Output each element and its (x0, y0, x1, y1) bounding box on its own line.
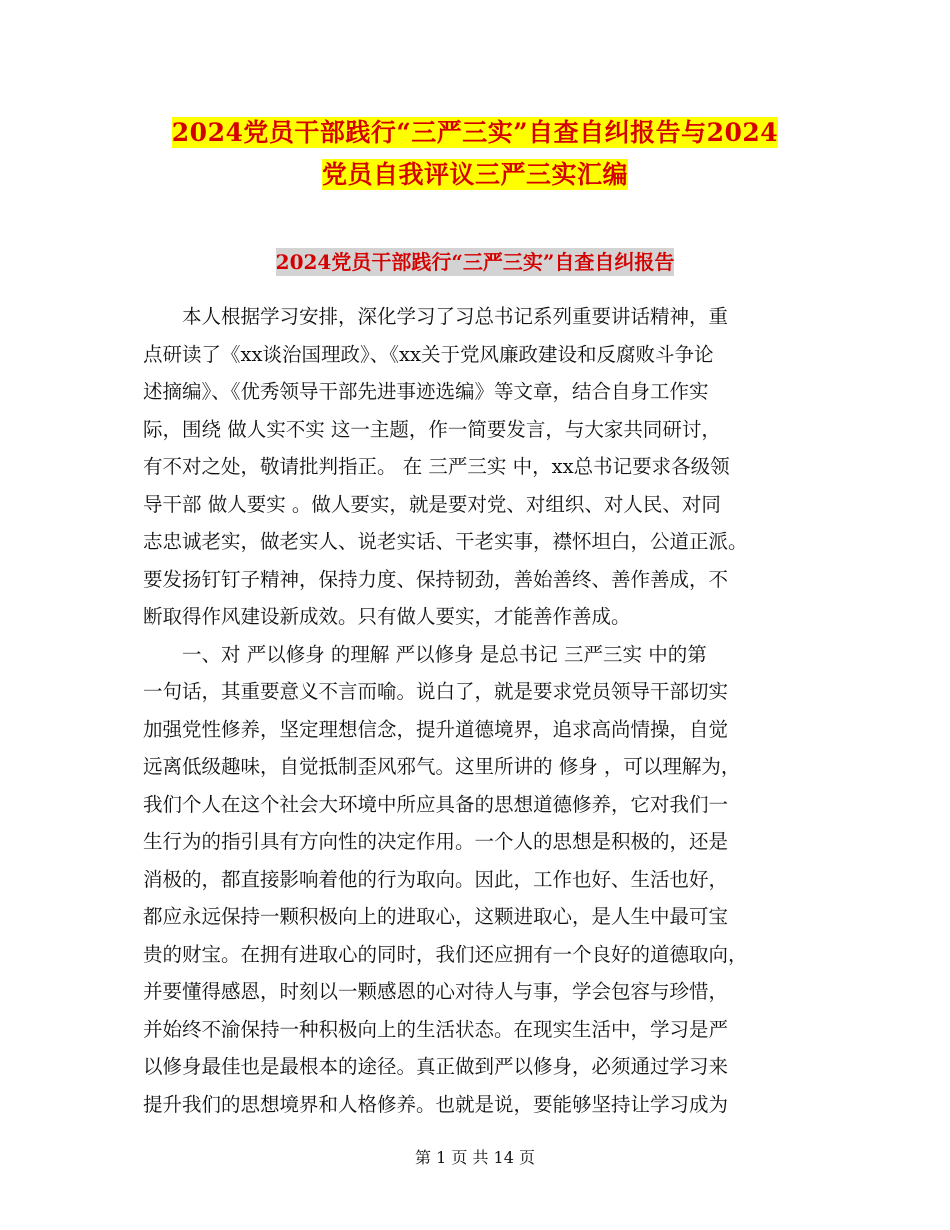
text-line: 一句话，其重要意义不言而喻。说白了，就是要求党员领导干部切实 (143, 680, 729, 703)
text-line: 本人根据学习安排，深化学习了习总书记系列重要讲话精神，重 (143, 305, 729, 328)
section-title-text: 2024党员干部践行“三严三实”自查自纠报告 (275, 250, 675, 274)
text-line: 点研读了《xx谈治国理政》、《xx关于党风廉政建设和反腐败斗争论 (143, 342, 714, 366)
text-line: 消极的，都直接影响着他的行为取向。因此，工作也好、生活也好， (143, 867, 729, 891)
text-line: 断取得作风建设新成效。只有做人要实，才能善作善成。 (143, 605, 631, 628)
text-line: 加强党性修养，坚定理想信念，提升道德境界，追求高尚情操，自觉 (143, 717, 729, 741)
document-title-line-2 (0, 150, 950, 200)
document-title-text-2: 党员自我评议三严三实汇编 (321, 160, 628, 189)
body-text (143, 298, 811, 1123)
text-line: 生行为的指引具有方向性的决定作用。一个人的思想是积极的，还是 (143, 830, 729, 853)
text-line: 我们个人在这个社会大环境中所应具备的思想道德修养，它对我们一 (143, 792, 729, 816)
document-title-text-1: 2024党员干部践行“三严三实”自查自纠报告与2024 (171, 118, 779, 147)
text-line: 有不对之处，敬请批判指正。 在 三严三实 中，xx总书记要求各级领 (143, 455, 730, 478)
text-line: 贵的财宝。在拥有进取心的同时，我们还应拥有一个良好的道德取向， (143, 942, 748, 966)
page-footer: 第 1 页 共 14 页 (415, 1148, 535, 1167)
text-line: 并要懂得感恩，时刻以一颗感恩的心对待人与事，学会包容与珍惜， (143, 980, 729, 1003)
section-title (0, 244, 950, 280)
text-line: 际，围绕 做人实不实 这一主题，作一简要发言，与大家共同研讨， (143, 417, 721, 441)
text-line: 述摘编》、《优秀领导干部先进事迹选编》等文章，结合自身工作实 (143, 380, 709, 403)
text-line: 并始终不渝保持一种积极向上的生活状态。在现实生活中，学习是严 (143, 1017, 729, 1041)
text-line: 志忠诚老实，做老实人、说老实话、干老实事，襟怀坦白，公道正派。 (143, 530, 748, 553)
text-line: 以修身最佳也是最根本的途径。真正做到严以修身，必须通过学习来 (143, 1055, 729, 1078)
text-line: 导干部 做人要实 。做人要实，就是要对党、对组织、对人民、对同 (143, 492, 721, 516)
text-line: 一、对 严以修身 的理解 严以修身 是总书记 三严三实 中的第 (143, 642, 707, 666)
text-line: 提升我们的思想境界和人格修养。也就是说，要能够坚持让学习成为 (143, 1092, 729, 1116)
text-line: 都应永远保持一颗积极向上的进取心，这颗进取心，是人生中最可宝 (143, 905, 729, 928)
text-line: 要发扬钉钉子精神，保持力度、保持韧劲，善始善终、善作善成，不 (143, 567, 729, 591)
text-line: 远离低级趣味，自觉抵制歪风邪气。这里所讲的 修身 ，可以理解为， (143, 755, 741, 778)
